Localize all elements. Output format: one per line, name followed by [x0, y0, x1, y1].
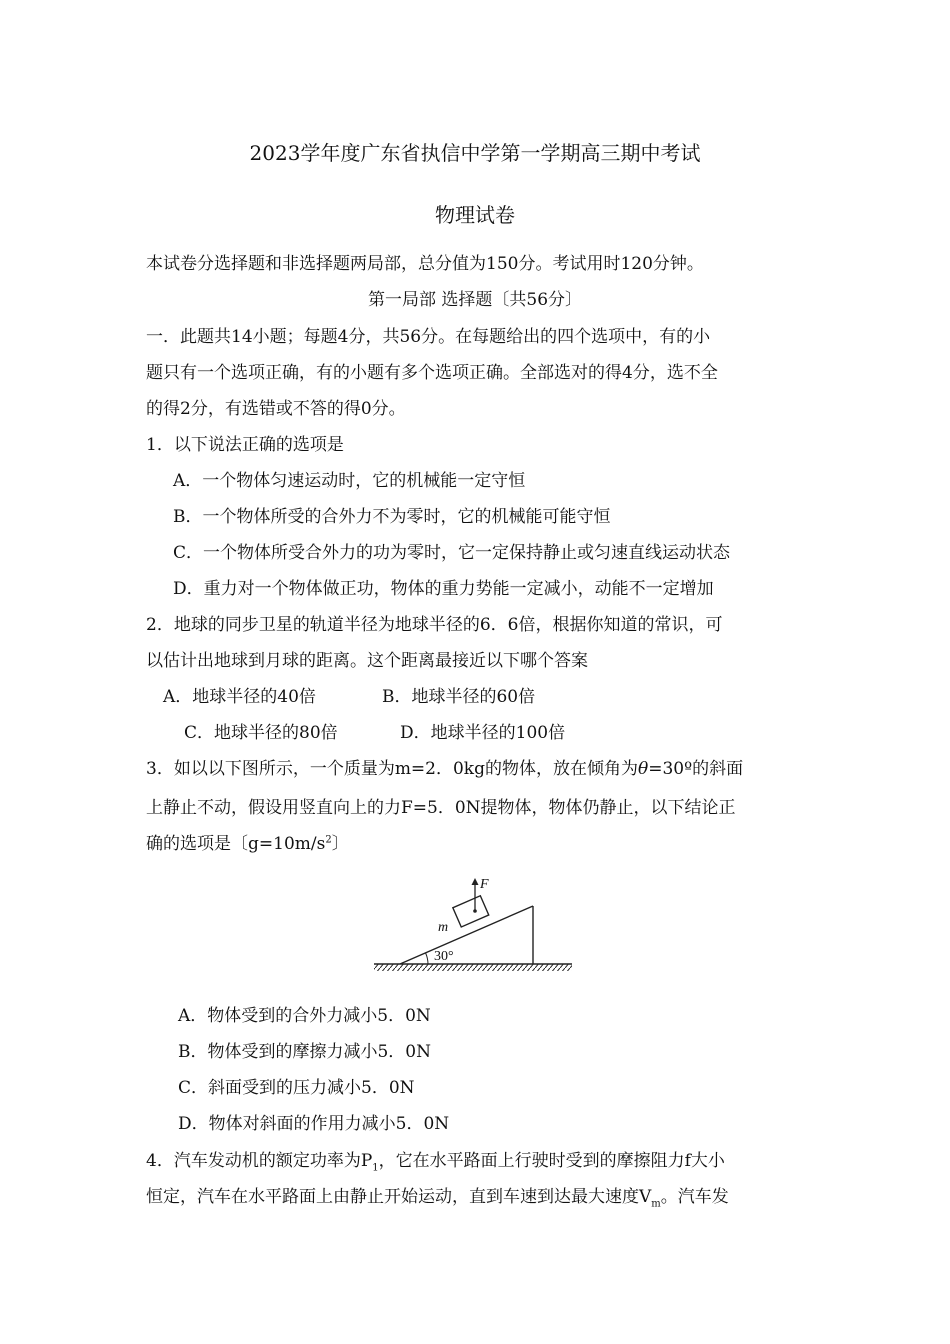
- exam-title: 2023学年度广东省执信中学第一学期高三期中考试: [249, 141, 701, 165]
- q1-option-b: B．一个物体所受的合外力不为零时，它的机械能可能守恒: [173, 507, 611, 527]
- ground-hatching: [374, 964, 572, 971]
- angle-arc: [426, 953, 428, 964]
- part-heading: 第一局部 选择题〔共56分〕: [367, 290, 583, 310]
- instruction-line: 一．此题共14小题；每题4分，共56分。在每题给出的四个选项中，有的小: [146, 327, 711, 347]
- q2-option-d: D．地球半径的100倍: [400, 723, 566, 743]
- block: [453, 896, 489, 927]
- q4-stem-line-1: [146, 1150, 725, 1172]
- q3-stem-text: 〕: [331, 834, 349, 854]
- mass-label: m: [438, 920, 449, 935]
- q4-stem-text: ，它在水平路面上行驶时受到的摩擦阻力f大小: [378, 1151, 725, 1171]
- q4-stem-text: 。汽车发: [660, 1187, 729, 1207]
- q4-stem-line-2: [146, 1186, 729, 1208]
- q2-stem-line: 2．地球的同步卫星的轨道半径为地球半径的6．6倍，根据你知道的常识，可: [146, 615, 723, 635]
- q2-option-b: B．地球半径的60倍: [382, 687, 536, 707]
- instruction-line: 题只有一个选项正确，有的小题有多个选项正确。全部选对的得4分，选不全: [146, 363, 718, 383]
- q3-option-c: C．斜面受到的压力减小5．0N: [178, 1078, 415, 1098]
- q3-option-a: A．物体受到的合外力减小5．0N: [178, 1006, 431, 1026]
- q3-option-d: D．物体对斜面的作用力减小5．0N: [178, 1114, 450, 1134]
- intro-text: 本试卷分选择题和非选择题两局部，总分值为150分。考试用时120分钟。: [146, 254, 704, 274]
- exam-subtitle: 物理试卷: [435, 203, 515, 227]
- q3-stem-text: =30º的斜面: [648, 759, 744, 779]
- q1-option-d: D．重力对一个物体做正功，物体的重力势能一定减小，动能不一定增加: [173, 579, 714, 599]
- subscript: 1: [372, 1162, 379, 1174]
- q3-stem-line-3: [146, 833, 349, 855]
- superscript: 2: [325, 834, 332, 846]
- theta-symbol: θ: [638, 759, 649, 779]
- q1-option-a: A．一个物体匀速运动时，它的机械能一定守恒: [173, 471, 526, 491]
- q3-stem-line-1: [146, 758, 743, 780]
- subscript: m: [651, 1198, 661, 1210]
- q1-option-c: C．一个物体所受合外力的功为零时，它一定保持静止或匀速直线运动状态: [173, 543, 731, 563]
- q2-option-c: C．地球半径的80倍: [184, 723, 338, 743]
- q2-stem-line: 以估计出地球到月球的距离。这个距离最接近以下哪个答案: [146, 651, 588, 671]
- force-label: F: [480, 877, 489, 892]
- q1-stem: 1．以下说法正确的选项是: [146, 435, 344, 455]
- angle-label: 30°: [434, 949, 454, 964]
- force-arrowhead: [472, 878, 479, 885]
- q3-stem-line-2: 上静止不动，假设用竖直向上的力F=5．0N提物体，物体仍静止，以下结论正: [146, 798, 736, 818]
- q2-option-a: A．地球半径的40倍: [163, 687, 316, 707]
- incline-diagram: [370, 872, 576, 974]
- q3-stem-text: 确的选项是〔g=10m/s: [146, 834, 326, 854]
- q3-stem-text: 3．如以以下图所示，一个质量为m=2．0kg的物体，放在倾角为: [146, 759, 638, 779]
- q4-stem-text: 恒定，汽车在水平路面上由静止开始运动，直到车速到达最大速度V: [146, 1187, 652, 1207]
- q4-stem-text: 4．汽车发动机的额定功率为P: [146, 1151, 373, 1171]
- force-origin-dot: [473, 909, 477, 913]
- incline-figure: [370, 872, 576, 974]
- instruction-line: 的得2分，有选错或不答的得0分。: [146, 399, 406, 419]
- q3-option-b: B．物体受到的摩擦力减小5．0N: [178, 1042, 431, 1062]
